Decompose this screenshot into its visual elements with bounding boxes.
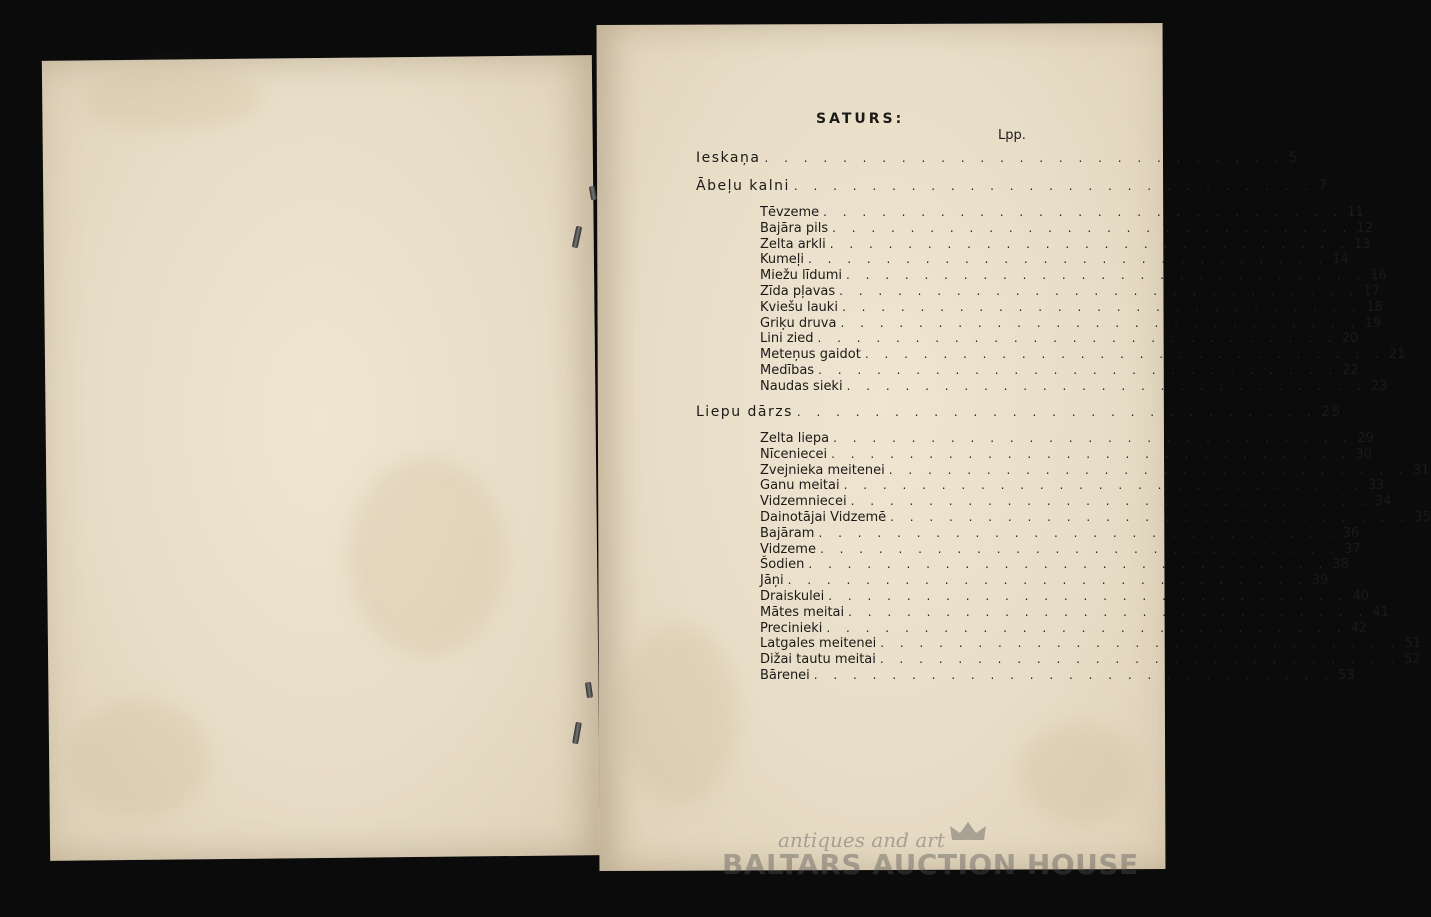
page-number: 21 bbox=[1389, 347, 1406, 363]
item-title: Ganu meitai bbox=[760, 478, 840, 494]
page-number: 30 bbox=[1355, 446, 1372, 462]
toc-item bbox=[760, 462, 1430, 478]
item-title: Vidzeme bbox=[760, 541, 816, 557]
dot-leader: . . . . . . . . . . . . . . . . . . . . . . . . . . . bbox=[819, 541, 1341, 556]
item-title: Lini zied bbox=[760, 331, 814, 347]
dot-leader: . . . . . . . . . . . . . . . . . . . . . . . . . . . bbox=[831, 446, 1352, 461]
dot-leader: . . . . . . . . . . . . . . . . . . . . . . . . . . . bbox=[818, 363, 1339, 377]
toc-item bbox=[760, 588, 1370, 604]
page-number: 11 bbox=[1347, 205, 1364, 220]
item-title: Griķu druva bbox=[760, 315, 837, 331]
toc-item bbox=[760, 362, 1359, 378]
item-title: Zelta liepa bbox=[760, 431, 830, 446]
page-number: 14 bbox=[1332, 252, 1349, 268]
item-title: Naudas sieki bbox=[760, 378, 843, 394]
toc-item bbox=[760, 251, 1349, 268]
dot-leader: . . . . . . . . . . . . . . . . . . . . . . . . . . . bbox=[764, 151, 1285, 165]
page-number: 29 bbox=[1357, 431, 1374, 446]
toc-item bbox=[760, 477, 1385, 494]
toc-item bbox=[760, 236, 1371, 252]
item-title: Zīda pļavas bbox=[760, 284, 836, 299]
toc-item bbox=[760, 267, 1387, 284]
dot-leader: . . . . . . . . . . . . . . . . . . . . . . . . . . . bbox=[846, 268, 1367, 283]
dot-leader: . . . . . . . . . . . . . . . . . . . . . . . . . . . bbox=[813, 668, 1334, 682]
item-title: Bārenei bbox=[760, 668, 810, 683]
toc-item bbox=[760, 620, 1368, 636]
dot-leader: . . . . . . . . . . . . . . . . . . . . . . . . . . . bbox=[880, 636, 1401, 651]
watermark-name: BALTARS AUCTION HOUSE bbox=[722, 848, 1139, 881]
item-title: Šodien bbox=[760, 557, 805, 573]
toc-item bbox=[760, 315, 1382, 331]
toc-item bbox=[760, 635, 1421, 652]
page-column-header: Lpp. bbox=[998, 128, 1026, 143]
dot-leader: . . . . . . . . . . . . . . . . . . . . . . . . . . . bbox=[832, 220, 1353, 235]
dot-leader: . . . . . . . . . . . . . . . . . . . . . . . . . . . bbox=[839, 284, 1360, 298]
toc-item bbox=[760, 283, 1380, 299]
dot-leader: . . . . . . . . . . . . . . . . . . . . . . . . . . . bbox=[823, 205, 1344, 219]
page-number: 34 bbox=[1374, 494, 1392, 510]
toc-item bbox=[760, 667, 1355, 683]
toc-item bbox=[760, 493, 1392, 510]
toc-item bbox=[760, 651, 1421, 668]
dot-leader: . . . . . . . . . . . . . . . . . . . . . . . . . . . bbox=[848, 604, 1369, 619]
page-number: 52 bbox=[1404, 652, 1421, 668]
crown-icon bbox=[948, 820, 988, 842]
item-title: Jāņi bbox=[760, 573, 784, 589]
page-number: 42 bbox=[1350, 620, 1368, 636]
toc-item bbox=[760, 525, 1360, 541]
section-title: Liepu dārzs bbox=[696, 404, 793, 420]
item-title: Zelta arkli bbox=[760, 236, 826, 252]
toc-item bbox=[760, 378, 1388, 394]
dot-leader: . . . . . . . . . . . . . . . . . . . . . . . . . . . bbox=[846, 378, 1367, 393]
toc-item bbox=[760, 572, 1329, 589]
dot-leader: . . . . . . . . . . . . . . . . . . . . . . . . . . . bbox=[818, 525, 1339, 540]
page-number: 38 bbox=[1332, 557, 1350, 573]
item-title: Bajāra pils bbox=[760, 220, 829, 236]
dot-leader: . . . . . . . . . . . . . . . . . . . . . . . . . . . bbox=[864, 347, 1385, 362]
item-title: Precinieki bbox=[760, 620, 823, 636]
page-number: 19 bbox=[1364, 315, 1382, 331]
dot-leader: . . . . . . . . . . . . . . . . . . . . . . . . . . . bbox=[817, 331, 1338, 346]
page-number: 23 bbox=[1370, 378, 1388, 394]
page-number: 36 bbox=[1342, 525, 1360, 541]
toc-item bbox=[760, 604, 1389, 620]
toc-item bbox=[760, 330, 1359, 347]
toc-item bbox=[760, 446, 1372, 462]
page-number: 18 bbox=[1366, 299, 1383, 315]
item-title: Draiskulei bbox=[760, 589, 825, 604]
section-title: Ābeļu kalni bbox=[696, 178, 790, 194]
staple-top-inner bbox=[589, 186, 597, 201]
item-title: Kviešu lauki bbox=[760, 299, 838, 315]
page-number: 17 bbox=[1363, 284, 1380, 299]
toc-item bbox=[760, 299, 1383, 315]
dot-leader: . . . . . . . . . . . . . . . . . . . . . . . . . . . bbox=[841, 299, 1363, 314]
dot-leader: . . . . . . . . . . . . . . . . . . . . . . . . . . . bbox=[840, 315, 1361, 330]
toc-title: SATURS: bbox=[816, 111, 905, 127]
item-title: Vidzemniecei bbox=[760, 494, 847, 510]
left-blank-page bbox=[42, 55, 600, 861]
toc-item bbox=[760, 541, 1361, 557]
toc-section bbox=[696, 150, 1300, 166]
dot-leader: . . . . . . . . . . . . . . . . . . . . . . . . . . . bbox=[850, 494, 1371, 509]
dot-leader: . . . . . . . . . . . . . . . . . . . . . . . . . . . bbox=[826, 620, 1347, 635]
toc-item bbox=[760, 430, 1374, 446]
dot-leader: . . . . . . . . . . . . . . . . . . . . . . . . . . . bbox=[888, 462, 1409, 477]
item-title: Miežu līdumi bbox=[760, 268, 843, 284]
page-number: 41 bbox=[1372, 604, 1389, 620]
page-number: 22 bbox=[1342, 363, 1359, 378]
item-title: Nīceniecei bbox=[760, 446, 828, 462]
page-number: 37 bbox=[1344, 541, 1361, 557]
toc-section bbox=[696, 404, 1342, 420]
dot-leader: . . . . . . . . . . . . . . . . . . . . . . . . . . . bbox=[879, 652, 1401, 667]
item-title: Mātes meitai bbox=[760, 604, 845, 620]
toc-item bbox=[760, 220, 1373, 236]
toc-section bbox=[696, 178, 1329, 194]
dot-leader: . . . . . . . . . . . . . . . . . . . . . . . . . . . bbox=[808, 252, 1329, 267]
item-title: Bajāram bbox=[760, 525, 815, 541]
toc-item bbox=[760, 556, 1350, 573]
page-number: 51 bbox=[1404, 636, 1421, 652]
dot-leader: . . . . . . . . . . . . . . . . . . . . . . . . . . . bbox=[793, 179, 1315, 193]
dot-leader: . . . . . . . . . . . . . . . . . . . . . . . . . . . bbox=[796, 405, 1318, 419]
page-number: 12 bbox=[1356, 220, 1373, 236]
page-number: 5 bbox=[1288, 150, 1300, 166]
dot-leader: . . . . . . . . . . . . . . . . . . . . . . . . . . . bbox=[843, 478, 1364, 493]
page-number: 53 bbox=[1337, 668, 1355, 683]
page-number: 40 bbox=[1352, 589, 1370, 604]
dot-leader: . . . . . . . . . . . . . . . . . . . . . . . . . . . bbox=[890, 510, 1411, 524]
page-number: 13 bbox=[1353, 236, 1371, 252]
item-title: Latgales meitenei bbox=[760, 636, 877, 652]
page-number: 35 bbox=[1414, 510, 1431, 525]
page-number: 39 bbox=[1311, 573, 1329, 589]
watermark-tagline: antiques and art bbox=[778, 828, 945, 852]
page-number: 16 bbox=[1370, 268, 1387, 284]
section-title: Ieskaņa bbox=[696, 150, 761, 166]
item-title: Meteņus gaidot bbox=[760, 347, 861, 363]
dot-leader: . . . . . . . . . . . . . . . . . . . . . . . . . . . bbox=[787, 573, 1308, 588]
toc-item bbox=[760, 509, 1431, 525]
page-number: 33 bbox=[1367, 478, 1385, 494]
item-title: Zvejnieka meitenei bbox=[760, 462, 885, 478]
item-title: Medības bbox=[760, 363, 815, 378]
page-number: 20 bbox=[1341, 331, 1359, 347]
toc-item bbox=[760, 204, 1364, 220]
page-number: 31 bbox=[1412, 462, 1430, 478]
dot-leader: . . . . . . . . . . . . . . . . . . . . . . . . . . . bbox=[808, 557, 1329, 572]
item-title: Dižai tautu meitai bbox=[760, 652, 876, 668]
item-title: Kumeļi bbox=[760, 252, 805, 268]
page-number: 25 bbox=[1321, 404, 1342, 420]
item-title: Dainotājai Vidzemē bbox=[760, 510, 887, 525]
dot-leader: . . . . . . . . . . . . . . . . . . . . . . . . . . . bbox=[828, 589, 1349, 603]
toc-item bbox=[760, 346, 1406, 363]
dot-leader: . . . . . . . . . . . . . . . . . . . . . . . . . . . bbox=[833, 431, 1354, 445]
page-number: 7 bbox=[1318, 178, 1329, 194]
dot-leader: . . . . . . . . . . . . . . . . . . . . . . . . . . . bbox=[829, 236, 1350, 251]
item-title: Tēvzeme bbox=[760, 205, 820, 220]
